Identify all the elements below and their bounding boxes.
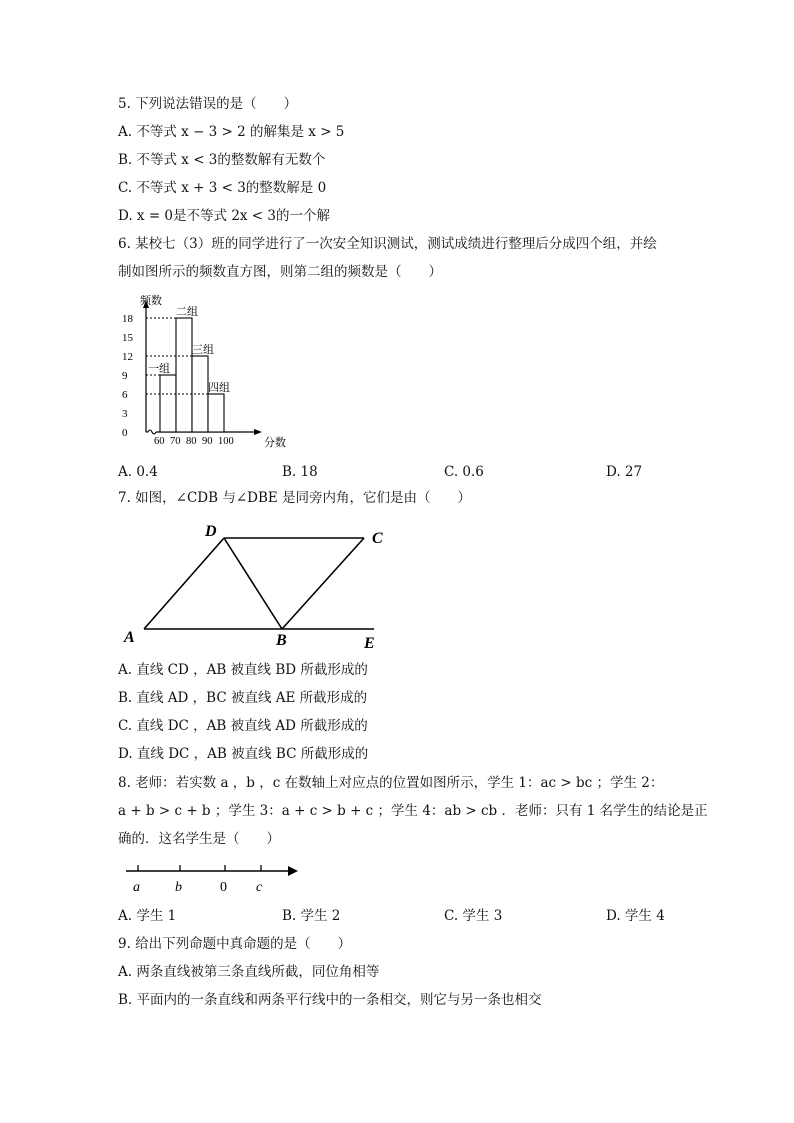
x-axis-title: 分数 (264, 437, 286, 449)
histogram-bars (146, 318, 224, 432)
x-tick-label-90: 90 (202, 436, 213, 447)
x-axis-arrow (254, 429, 262, 435)
y-tick-label-9: 9 (122, 370, 128, 382)
y-tick-label-12: 12 (122, 351, 133, 363)
label-b: b (175, 880, 182, 895)
q8-option-a: A. 学生 1 (118, 908, 177, 924)
y-tick-label-3: 3 (122, 408, 128, 420)
q7-option-c: C. 直线 DC ，AB 被直线 AD 所截形成的 (118, 718, 368, 734)
label-a: a (133, 880, 140, 895)
q8-stem-line2: a + b > c + b ；学生 3：a + c > b + c ；学生 4：ab > cb ．老师：只有 1 名学生的结论是正 (118, 803, 708, 819)
label-0: 0 (220, 880, 227, 895)
q6-option-c: C. 0.6 (444, 464, 484, 480)
y-tick-label-6: 6 (122, 389, 128, 401)
geometry-figure (118, 518, 398, 653)
x-tick-label-60: 60 (154, 436, 165, 447)
q9-option-b: B. 平面内的一条直线和两条平行线中的一条相交，则它与另一条也相交 (118, 992, 542, 1008)
q8-option-d: D. 学生 4 (606, 908, 665, 924)
q8-option-b: B. 学生 2 (282, 908, 341, 924)
segment-db (224, 538, 282, 629)
y-tick-label-0: 0 (122, 427, 128, 439)
y-tick-label-18: 18 (122, 313, 133, 325)
segment-cb (282, 538, 364, 629)
q7-option-d: D. 直线 DC ，AB 被直线 BC 所截形成的 (118, 746, 369, 762)
bar-label-1: 一组 (148, 363, 170, 375)
q8-stem-line3: 确的．这名学生是（ ） (118, 831, 280, 847)
bar-group-4 (208, 394, 224, 432)
label-c: c (256, 880, 263, 895)
label-d: D (205, 523, 217, 540)
bar-label-2: 二组 (176, 306, 198, 318)
q5-option-b: B. 不等式 x < 3的整数解有无数个 (118, 152, 326, 168)
bar-group-2 (176, 318, 192, 432)
q9-stem: 9. 给出下列命题中真命题的是（ ） (118, 936, 352, 952)
label-c: C (372, 530, 383, 547)
q6-option-a: A. 0.4 (118, 464, 158, 480)
bar-group-1 (160, 375, 176, 432)
bar-label-3: 三组 (192, 344, 214, 356)
q8-option-c: C. 学生 3 (444, 908, 503, 924)
y-axis-title: 频数 (140, 295, 162, 307)
segment-ad (144, 538, 224, 629)
q6-stem-line1: 6. 某校七（3）班的同学进行了一次安全知识测试，测试成绩进行整理后分成四个组，并绘 (118, 236, 657, 252)
q5-stem: 5. 下列说法错误的是（ ） (118, 96, 298, 112)
label-e: E (364, 635, 375, 652)
q7-option-a: A. 直线 CD ，AB 被直线 BD 所截形成的 (118, 662, 368, 678)
q5-option-a: A. 不等式 x − 3 > 2 的解集是 x > 5 (118, 124, 345, 140)
number-line (118, 858, 308, 898)
q7-option-b: B. 直线 AD ，BC 被直线 AE 所截形成的 (118, 690, 368, 706)
q7-stem: 7. 如图，∠CDB 与∠DBE 是同旁内角，它们是由（ ） (118, 490, 472, 506)
label-a: A (124, 629, 135, 646)
number-line-arrow (288, 866, 298, 876)
x-tick-label-100: 100 (218, 436, 234, 447)
bar-label-4: 四组 (208, 382, 230, 394)
x-tick-label-80: 80 (186, 436, 197, 447)
y-tick-label-15: 15 (122, 332, 133, 344)
q6-stem-line2: 制如图所示的频数直方图，则第二组的频数是（ ） (118, 264, 442, 280)
x-tick-label-70: 70 (170, 436, 181, 447)
q5-option-c: C. 不等式 x + 3 < 3的整数解是 0 (118, 180, 327, 196)
q5-option-d: D. x = 0是不等式 2x < 3的一个解 (118, 208, 330, 224)
q8-stem-line1: 8. 老师：若实数 a ，b ，c 在数轴上对应点的位置如图所示，学生 1：ac > bc ；学生 2： (118, 775, 664, 791)
q9-option-a: A. 两条直线被第三条直线所截，同位角相等 (118, 964, 380, 980)
q6-option-b: B. 18 (282, 464, 318, 480)
q6-option-d: D. 27 (606, 464, 643, 480)
label-b: B (276, 632, 287, 649)
x-axis-break (148, 430, 156, 434)
frequency-histogram (118, 292, 308, 452)
